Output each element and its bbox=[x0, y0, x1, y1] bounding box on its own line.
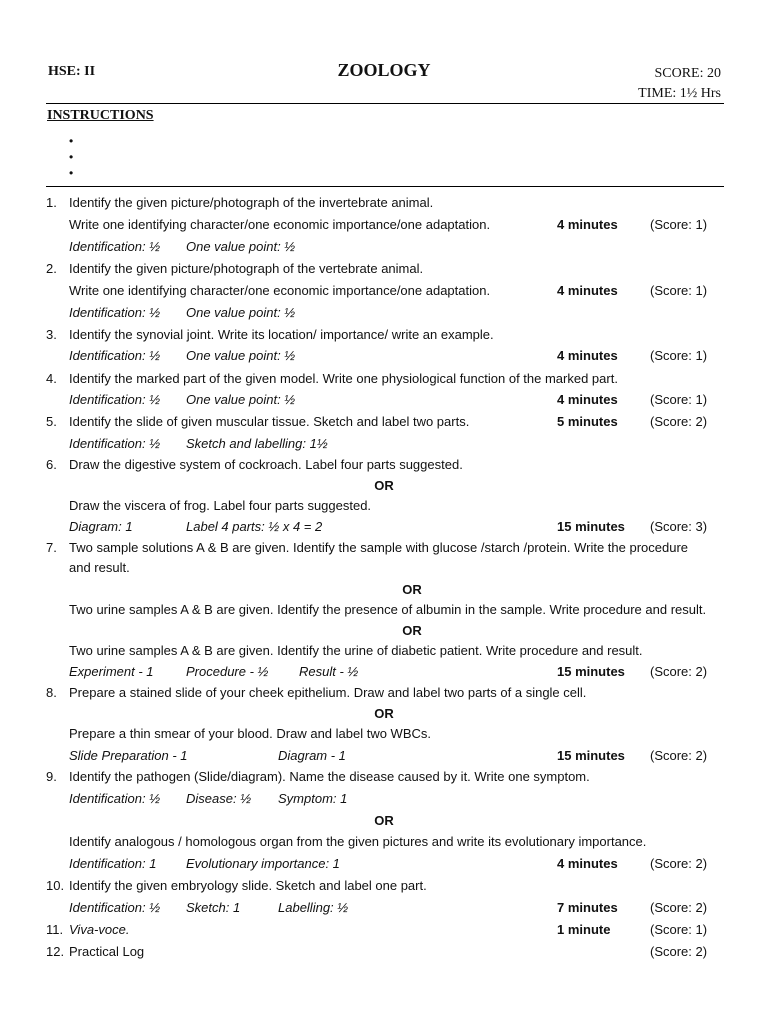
question-score: (Score: 2) bbox=[650, 944, 708, 959]
marking-item: Identification: 1 bbox=[69, 856, 157, 871]
marking-item: Labelling: ½ bbox=[278, 900, 349, 915]
marking-scheme bbox=[0, 789, 768, 809]
marking-item: Identification: ½ bbox=[69, 305, 161, 320]
question-line bbox=[0, 281, 768, 301]
marking-item: Slide Preparation - 1 bbox=[69, 748, 188, 763]
question-number: 5. bbox=[46, 414, 57, 429]
marking-item: One value point: ½ bbox=[186, 348, 296, 363]
marking-item: Experiment - 1 bbox=[69, 664, 154, 679]
question-9 bbox=[0, 767, 768, 787]
marking-item: Disease: ½ bbox=[186, 791, 252, 806]
header-meta bbox=[638, 64, 721, 104]
question-score: (Score: 1) bbox=[650, 217, 708, 232]
question-number: 6. bbox=[46, 457, 57, 472]
question-text: Two sample solutions A & B are given. Identify the sample with glucose /starch /protein. Write the procedure bbox=[69, 540, 689, 555]
question-text: Two urine samples A & B are given. Identify the urine of diabetic patient. Write procedure and result. bbox=[69, 643, 643, 658]
marking-item: Label 4 parts: ½ x 4 = 2 bbox=[186, 519, 323, 534]
question-text: Identify the given picture/photograph of the invertebrate animal. bbox=[69, 195, 434, 210]
time-allotted: 15 minutes bbox=[557, 519, 625, 534]
question-alternative bbox=[0, 600, 768, 620]
question-alternative bbox=[0, 724, 768, 744]
time-allotted: 15 minutes bbox=[557, 748, 625, 763]
question-alternative bbox=[0, 641, 768, 661]
question-10 bbox=[0, 876, 768, 896]
time-allotted: 4 minutes bbox=[557, 283, 618, 298]
question-score: (Score: 2) bbox=[650, 748, 708, 763]
marking-item: Evolutionary importance: 1 bbox=[186, 856, 340, 871]
instruction-bullet: • bbox=[69, 134, 74, 148]
marking-item: One value point: ½ bbox=[186, 239, 296, 254]
time-allotted: 1 minute bbox=[557, 922, 611, 937]
header-divider bbox=[46, 103, 724, 104]
or-label: OR bbox=[374, 706, 394, 721]
marking-item: Procedure - ½ bbox=[186, 664, 269, 679]
or-separator bbox=[0, 811, 768, 831]
marking-item: Identification: ½ bbox=[69, 791, 161, 806]
marking-scheme bbox=[0, 854, 768, 874]
question-text: Two urine samples A & B are given. Identify the presence of albumin in the sample. Write procedure and result. bbox=[69, 602, 707, 617]
question-score: (Score: 3) bbox=[650, 519, 708, 534]
question-6 bbox=[0, 455, 768, 475]
question-1 bbox=[0, 193, 768, 213]
question-text: Identify analogous / homologous organ from the given pictures and write its evolutionary importance. bbox=[69, 834, 647, 849]
or-separator bbox=[0, 476, 768, 496]
question-score: (Score: 2) bbox=[650, 414, 708, 429]
question-2 bbox=[0, 259, 768, 279]
marking-item: One value point: ½ bbox=[186, 392, 296, 407]
marking-scheme bbox=[0, 517, 768, 537]
question-text: and result. bbox=[69, 560, 130, 575]
question-number: 7. bbox=[46, 540, 57, 555]
question-text: Prepare a stained slide of your cheek epithelium. Draw and label two parts of a single cell. bbox=[69, 685, 587, 700]
marking-scheme bbox=[0, 346, 768, 366]
or-separator bbox=[0, 580, 768, 600]
question-score: (Score: 1) bbox=[650, 392, 708, 407]
instruction-bullet: • bbox=[69, 150, 74, 164]
or-separator bbox=[0, 621, 768, 641]
question-text: Identify the given picture/photograph of the vertebrate animal. bbox=[69, 261, 424, 276]
marking-item: Diagram - 1 bbox=[278, 748, 346, 763]
marking-scheme bbox=[0, 303, 768, 323]
question-12 bbox=[0, 942, 768, 962]
total-score: SCORE: 20 bbox=[654, 66, 721, 81]
class-label: HSE: II bbox=[48, 64, 96, 79]
question-number: 2. bbox=[46, 261, 57, 276]
or-separator bbox=[0, 704, 768, 724]
marking-item: Identification: ½ bbox=[69, 436, 161, 451]
question-number: 10. bbox=[46, 878, 65, 893]
question-score: (Score: 2) bbox=[650, 856, 708, 871]
total-time: TIME: 1½ Hrs bbox=[638, 86, 721, 101]
question-text: Write one identifying character/one economic importance/one adaptation. bbox=[69, 217, 491, 232]
or-label: OR bbox=[402, 623, 422, 638]
instruction-bullet: • bbox=[69, 166, 74, 180]
marking-item: Sketch: 1 bbox=[186, 900, 241, 915]
or-label: OR bbox=[374, 478, 394, 493]
marking-item: Diagram: 1 bbox=[69, 519, 133, 534]
marking-item: Symptom: 1 bbox=[278, 791, 348, 806]
instructions-heading: INSTRUCTIONS bbox=[47, 108, 154, 123]
marking-item: Identification: ½ bbox=[69, 392, 161, 407]
question-alternative bbox=[0, 496, 768, 516]
question-score: (Score: 1) bbox=[650, 348, 708, 363]
question-text: Identify the synovial joint. Write its location/ importance/ write an example. bbox=[69, 327, 494, 342]
marking-item: One value point: ½ bbox=[186, 305, 296, 320]
question-text: Viva-voce. bbox=[69, 922, 130, 937]
time-allotted: 4 minutes bbox=[557, 217, 618, 232]
question-7 bbox=[0, 538, 768, 558]
or-label: OR bbox=[374, 813, 394, 828]
marking-item: Identification: ½ bbox=[69, 239, 161, 254]
question-alternative bbox=[0, 832, 768, 852]
marking-scheme bbox=[0, 434, 768, 454]
question-number: 1. bbox=[46, 195, 57, 210]
or-label: OR bbox=[402, 582, 422, 597]
question-number: 4. bbox=[46, 371, 57, 386]
marking-scheme bbox=[0, 746, 768, 766]
question-4 bbox=[0, 369, 768, 389]
time-allotted: 4 minutes bbox=[557, 856, 618, 871]
question-score: (Score: 2) bbox=[650, 900, 708, 915]
question-line bbox=[0, 215, 768, 235]
marking-scheme bbox=[0, 390, 768, 410]
question-number: 8. bbox=[46, 685, 57, 700]
question-5 bbox=[0, 412, 768, 432]
instructions-divider bbox=[46, 186, 724, 187]
time-allotted: 15 minutes bbox=[557, 664, 625, 679]
question-text: Prepare a thin smear of your blood. Draw and label two WBCs. bbox=[69, 726, 432, 741]
question-11 bbox=[0, 920, 768, 940]
question-text: Write one identifying character/one economic importance/one adaptation. bbox=[69, 283, 491, 298]
question-number: 9. bbox=[46, 769, 57, 784]
question-text: Identify the pathogen (Slide/diagram). Name the disease caused by it. Write one symptom. bbox=[69, 769, 590, 784]
marking-item: Result - ½ bbox=[299, 664, 359, 679]
question-8 bbox=[0, 683, 768, 703]
question-text: Practical Log bbox=[69, 944, 145, 959]
time-allotted: 5 minutes bbox=[557, 414, 618, 429]
question-number: 11. bbox=[46, 922, 64, 937]
question-text: Identify the slide of given muscular tissue. Sketch and label two parts. bbox=[69, 414, 470, 429]
question-score: (Score: 2) bbox=[650, 664, 708, 679]
time-allotted: 4 minutes bbox=[557, 392, 618, 407]
page-title: ZOOLOGY bbox=[337, 60, 431, 80]
marking-scheme bbox=[0, 237, 768, 257]
marking-scheme bbox=[0, 662, 768, 682]
marking-item: Identification: ½ bbox=[69, 900, 161, 915]
marking-item: Identification: ½ bbox=[69, 348, 161, 363]
time-allotted: 4 minutes bbox=[557, 348, 618, 363]
question-number: 3. bbox=[46, 327, 57, 342]
question-text: Identify the marked part of the given model. Write one physiological function of the marked part. bbox=[69, 371, 618, 386]
question-number: 12. bbox=[46, 944, 65, 959]
time-allotted: 7 minutes bbox=[557, 900, 618, 915]
marking-scheme bbox=[0, 898, 768, 918]
question-text: Draw the digestive system of cockroach. Label four parts suggested. bbox=[69, 457, 463, 472]
question-line bbox=[0, 558, 768, 578]
question-score: (Score: 1) bbox=[650, 283, 708, 298]
marking-item: Sketch and labelling: 1½ bbox=[186, 436, 328, 451]
question-3 bbox=[0, 325, 768, 345]
question-text: Identify the given embryology slide. Sketch and label one part. bbox=[69, 878, 427, 893]
question-score: (Score: 1) bbox=[650, 922, 708, 937]
question-text: Draw the viscera of frog. Label four parts suggested. bbox=[69, 498, 372, 513]
